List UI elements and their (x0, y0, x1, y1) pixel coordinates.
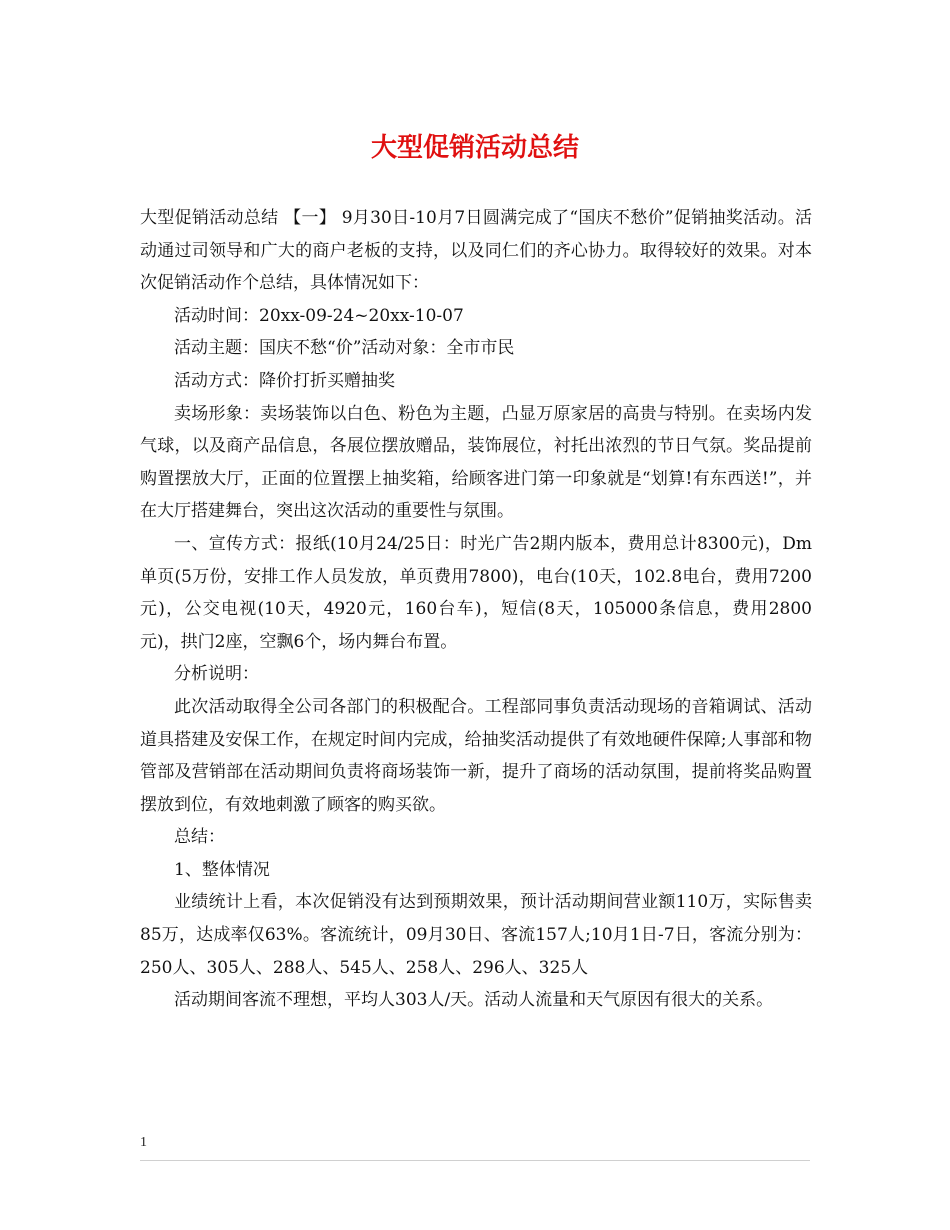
performance-paragraph: 业绩统计上看，本次促销没有达到预期效果，预计活动期间营业额110万，实际售卖85万，达成率仅63%。客流统计，09月30日、客流157人;10月1日-7日，客流分别为：250人、305人、288人、545人、258人、296人、325人 (140, 892, 812, 978)
activity-method-paragraph: 活动方式：降价打折买赠抽奖 (174, 370, 395, 391)
activity-theme-paragraph: 活动主题：国庆不愁“价”活动对象：全市市民 (174, 338, 515, 359)
intro-paragraph: 大型促销活动总结 【一】 9月30日-10月7日圆满完成了“国庆不愁价”促销抽奖活动。活动通过司领导和广大的商户老板的支持，以及同仁们的齐心协力。取得较好的效果。对本次促销活动作个总结，具体情况如下： (140, 208, 812, 294)
summary-heading: 总结： (174, 827, 225, 848)
document-body (140, 202, 812, 1017)
activity-time-paragraph: 活动时间：20xx-09-24~20xx-10-07 (174, 305, 464, 326)
traffic-paragraph: 活动期间客流不理想，平均人303人/天。活动人流量和天气原因有很大的关系。 (174, 990, 774, 1011)
promotion-method-paragraph: 一、宣传方式：报纸(10月24/25日：时光广告2期内版本，费用总计8300元)，Dm单页(5万份，安排工作人员发放，单页费用7800)，电台(10天，102.8电台，费用7200元)，公交电视(10天，4920元，160台车)，短信(8天，105000条信息，费用2800元)，拱门2座，空飘6个，场内舞台布置。 (140, 533, 812, 652)
page-number: 1 (140, 1135, 147, 1150)
document-title: 大型促销活动总结 (370, 133, 579, 163)
footer-divider (140, 1160, 810, 1161)
overall-situation-heading: 1、整体情况 (174, 859, 270, 880)
store-image-paragraph: 卖场形象：卖场装饰以白色、粉色为主题，凸显万原家居的高贵与特别。在卖场内发气球，以及商产品信息，各展位摆放赠品，装饰展位，衬托出浓烈的节日气氛。奖品提前购置摆放大厅，正面的位置摆上抽奖箱，给顾客进门第一印象就是“划算!有东西送!”，并在大厅搭建舞台，突出这次活动的重要性与氛围。 (140, 403, 812, 522)
analysis-heading: 分析说明： (174, 664, 259, 685)
analysis-paragraph: 此次活动取得全公司各部门的积极配合。工程部同事负责活动现场的音箱调试、活动道具搭建及安保工作，在规定时间内完成，给抽奖活动提供了有效地硬件保障;人事部和物管部及营销部在活动期间负责将商场装饰一新，提升了商场的活动氛围，提前将奖品购置摆放到位，有效地刺激了顾客的购买欲。 (140, 696, 812, 815)
